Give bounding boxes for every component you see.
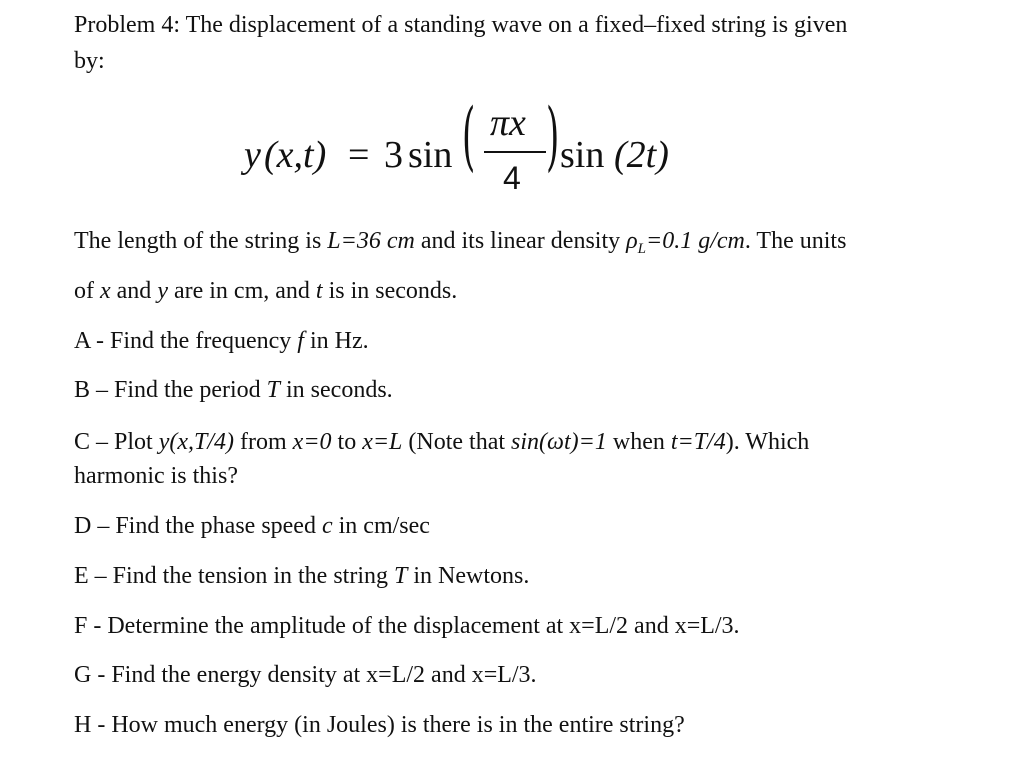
part-e-text: in Newtons. [407,563,530,589]
part-c [74,428,984,456]
part-g: G - Find the energy density at x=L/2 and x=L/3. [74,662,537,688]
eq-frac-denominator: 4 [503,160,521,196]
eq-frac-numerator: πx [490,102,526,144]
part-d-text: in cm/sec [332,513,430,539]
intro-line2 [74,277,984,305]
part-a-text: in Hz. [303,328,369,354]
var-f: f [297,328,304,354]
part-c-text: C – Plot [74,429,159,455]
intro-text: The length of the string is [74,228,328,254]
part-h: H - How much energy (in Joules) is there is in the entire string? [74,712,685,738]
part-c-line2: harmonic is this? [74,463,238,489]
intro-text: are in cm, and [167,278,316,304]
part-f: F - Determine the amplitude of the displacement at x=L/2 and x=L/3. [74,613,740,639]
problem-heading-line1: Problem 4: The displacement of a standing wave on a fixed–fixed string is given [74,12,848,38]
intro-text: . The units [744,228,847,254]
part-d [74,512,984,540]
part-e-text: E – Find the tension in the string [74,563,394,589]
var-T: T [266,377,281,403]
part-c-text: when [606,429,671,455]
eq-sin1: sin [408,134,453,176]
intro-text: of [74,278,100,304]
expr-sin-wt: sin(ωt)=1 [511,429,607,455]
eq-sin2: sin [560,134,605,176]
expr-t-T4: t=T/4 [670,429,726,455]
part-c-text: (Note that [402,429,512,455]
intro-text: and its linear density [414,228,627,254]
part-e [74,562,984,590]
part-b [74,376,984,404]
expr-y-x-t4: y(x,T/4) [158,429,235,455]
eq-lhs-args: (x,t) [264,134,327,176]
eq-fraction-bar [484,151,546,153]
part-b-text: in seconds. [280,377,393,403]
part-a [74,327,984,355]
eq-right-paren: ) [546,93,560,182]
part-c-text: from [234,429,293,455]
part-a-text: A - Find the frequency [74,328,298,354]
intro-line1 [74,227,984,258]
part-c-text: ). Which [725,429,810,455]
standing-wave-equation [244,93,704,204]
density-value: =0.1 g/cm [646,228,745,254]
eq-equals: = [348,134,370,176]
var-tension: T [393,563,408,589]
eq-arg2: (2t) [614,134,669,176]
part-d-text: D – Find the phase speed [74,513,322,539]
eq-left-paren: ( [462,93,476,182]
intro-text: and [110,278,158,304]
eq-lhs-y: y [244,134,261,176]
rho-symbol: ρ [626,228,638,254]
expr-x0: x=0 [292,429,332,455]
expr-xL: x=L [362,429,403,455]
rho-subscript: L [637,241,646,257]
intro-text: is in seconds. [322,278,458,304]
var-x: x [100,278,111,304]
eq-amplitude: 3 [384,134,403,176]
var-t: t [315,278,323,304]
var-y: y [157,278,168,304]
part-b-text: B – Find the period [74,377,267,403]
var-c: c [321,513,333,539]
length-value: L=36 cm [327,228,415,254]
problem-heading-line2: by: [74,48,105,74]
part-c-text: to [331,429,363,455]
